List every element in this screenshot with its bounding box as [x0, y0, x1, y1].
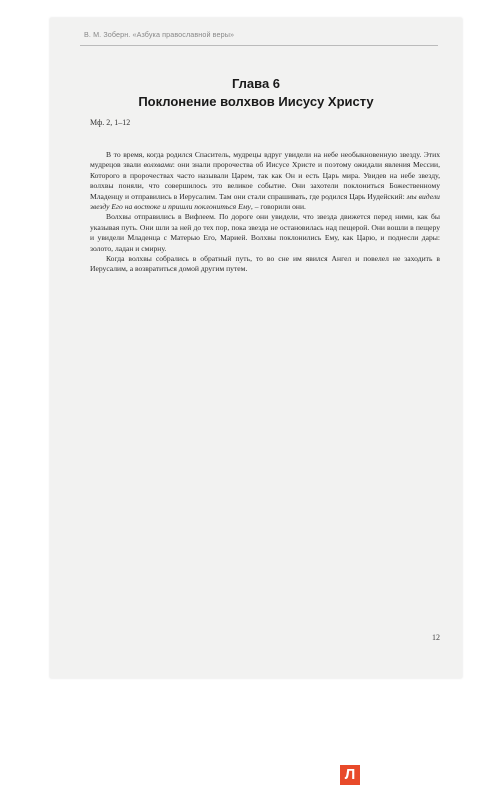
paragraph-1-italic-quote: мы видели звезду Его на востоке и пришли поклониться Ему	[90, 191, 440, 212]
book-page	[50, 18, 462, 678]
scripture-reference: Мф. 2, 1–12	[90, 118, 131, 127]
paragraph-3: Когда волхвы собрались в обратный путь, то во сне им явился Ангел и повелел не заходить в Иерусалим, а возвратиться домой другим путем.	[90, 254, 440, 274]
paragraph-1-italic-term: волхвами	[143, 160, 173, 170]
body-text	[90, 150, 440, 275]
running-header: В. М. Зоберн. «Азбука православной веры»	[84, 30, 235, 39]
paragraph-1-part-c: : они знали пророчества об Иисусе Христе и поэтому ожидали явления Мессии, Которого в пророчествах часто называли Царем, так как Он и есть Царь мира. Увидев на небе звезду, волхвы поняли, что совершилось это великое событие. Они захотели поклониться Божественному Младенцу и отправились в Иерусалим. Там они стали спрашивать, где родился Царь Иудейский:	[90, 160, 440, 201]
header-rule	[80, 45, 438, 46]
paragraph-1	[90, 150, 440, 212]
paragraph-1-part-a: В то время, когда родился Спаситель, мудрецы вдруг увидели на небе необыкновенную звезду. Этих мудрецов звали	[90, 150, 440, 170]
page-number: 12	[432, 633, 440, 642]
chapter-title: Поклонение волхвов Иисусу Христу	[138, 94, 374, 109]
chapter-number: Глава 6	[231, 76, 281, 91]
paragraph-2: Волхвы отправились в Вифлеем. По дороге они увидели, что звезда движется перед ними, как бы указывая путь. Они шли за ней до тех пор, пока звезда не остановилась над пещерой. Они вошли в пещеру и увидели Младенца с Матерью Его, Марией. Волхвы поклонились Ему, как Царю, и поднесли дары: золото, ладан и смирну.	[90, 212, 440, 253]
publisher-logo-icon: Л	[340, 765, 360, 785]
paragraph-1-part-e: , – говорили они.	[250, 202, 306, 212]
